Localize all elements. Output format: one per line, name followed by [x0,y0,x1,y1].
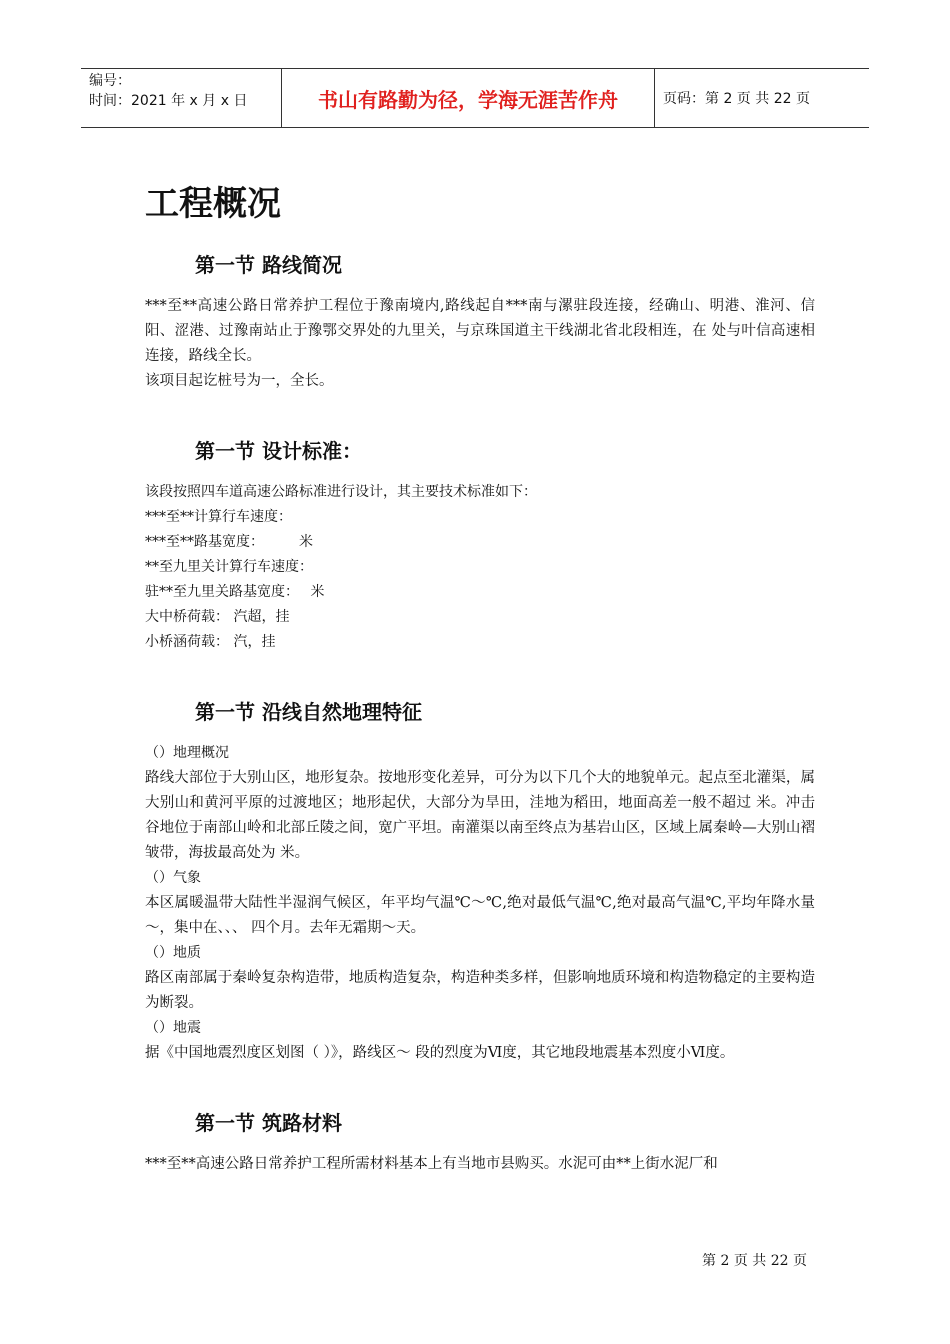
section-heading: 第一节 路线简况 [195,253,342,277]
header-time: 时间：2021 年 x 月 x 日 [89,93,248,109]
paragraph: （）地震 [145,1020,201,1036]
paragraph: 该段按照四车道高速公路标准进行设计，其主要技术标准如下： [145,484,537,500]
page-footer: 第 2 页 共 22 页 [702,1253,807,1269]
header-page-number: 页码：第 2 页 共 22 页 [663,91,810,107]
document-body [145,180,815,1177]
paragraph: 小桥涵荷载： 汽，挂 [145,634,276,650]
header-motto: 书山有路勤为径，学海无涯苦作舟 [281,69,655,127]
section-heading: 第一节 设计标准： [195,439,362,463]
paragraph: （）地理概况 [145,745,229,761]
paragraph: 路线大部位于大别山区，地形复杂。按地形变化差异，可分为以下几个大的地貌单元。起点至北灌渠，属大别山和黄河平原的过渡地区；地形起伏，大部分为旱田，洼地为稻田，地面高差一般不超过 米。冲击谷地位于南部山岭和北部丘陵之间，宽广平坦。南灌渠以南至终点为基岩山区，区域上属秦岭—大别山褶皱带，海拔最高处为 米。 [145,770,815,861]
header-meta [81,69,281,127]
section-heading: 第一节 筑路材料 [195,1111,342,1135]
section-heading: 第一节 沿线自然地理特征 [195,700,422,724]
page-header [81,68,869,128]
paragraph: **至九里关计算行车速度： [145,559,313,575]
paragraph: ***至**路基宽度： 米 [145,534,313,550]
paragraph: 据《中国地震烈度区划图（ ）》，路线区～ 段的烈度为Ⅵ度，其它地段地震基本烈度小Ⅵ度。 [145,1045,735,1061]
paragraph: ***至**高速公路日常养护工程所需材料基本上有当地市县购买。水泥可由**上街水泥厂和 [145,1156,718,1172]
paragraph: （）气象 [145,870,201,886]
header-number: 编号： [89,73,131,89]
paragraph: 大中桥荷载： 汽超，挂 [145,609,290,625]
paragraph: 路区南部属于秦岭复杂构造带，地质构造复杂，构造种类多样，但影响地质环境和构造物稳定的主要构造为断裂。 [145,970,815,1011]
document-title: 工程概况 [145,184,281,224]
paragraph: 驻**至九里关路基宽度： 米 [145,584,325,600]
paragraph: 本区属暖温带大陆性半湿润气候区，年平均气温℃～℃,绝对最低气温℃,绝对最高气温℃,平均年降水量～，集中在、、、 四个月。去年无霜期～天。 [145,895,815,936]
paragraph: 该项目起讫桩号为一，全长。 [145,373,334,389]
paragraph: ***至**计算行车速度： [145,509,292,525]
paragraph: （）地质 [145,945,201,961]
paragraph: ***至**高速公路日常养护工程位于豫南境内,路线起自***南与漯驻段连接，经确山、明港、淮河、信阳、涩港、过豫南站止于豫鄂交界处的九里关，与京珠国道主干线湖北省北段相连，在 处与叶信高速相连接，路线全长。 [145,298,815,364]
